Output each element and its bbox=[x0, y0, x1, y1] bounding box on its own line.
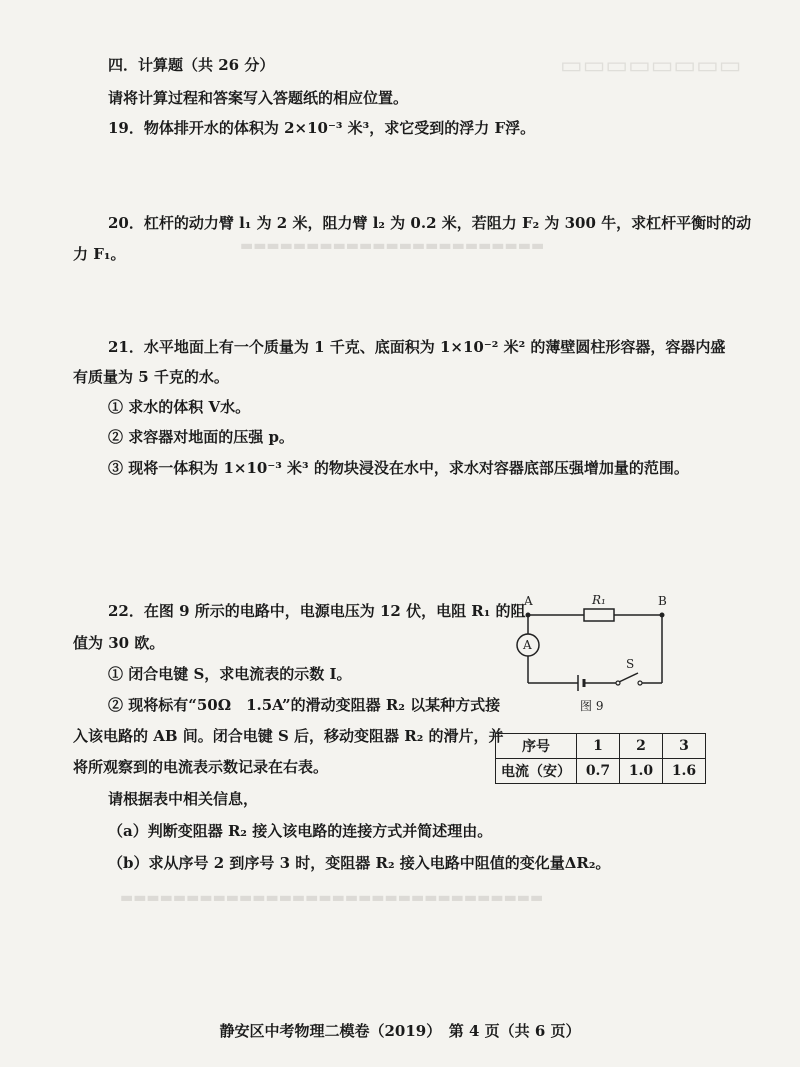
bleed-through-lines: ▬▬▬▬▬▬▬▬▬▬▬▬▬▬▬▬▬▬▬▬▬▬▬ bbox=[240, 238, 545, 254]
table-cell: 1.0 bbox=[620, 759, 663, 784]
page-footer: 静安区中考物理二模卷（2019） 第 4 页（共 6 页） bbox=[219, 1022, 581, 1040]
question-20-line2: 力 F₁。 bbox=[73, 245, 126, 263]
label-node-b: B bbox=[658, 594, 667, 608]
switch-s bbox=[619, 673, 638, 682]
table-cell: 1 bbox=[577, 734, 620, 759]
question-20-line1: 20．杠杆的动力臂 l₁ 为 2 米，阻力臂 l₂ 为 0.2 米，若阻力 F₂ 为 300 牛，求杠杆平衡时的动 bbox=[108, 214, 752, 232]
question-22-line1: 22．在图 9 所示的电路中，电源电压为 12 伏，电阻 R₁ 的阻 bbox=[108, 602, 526, 620]
table-cell: 1.6 bbox=[663, 759, 706, 784]
label-ammeter: A bbox=[523, 638, 532, 652]
question-22-prompt: 请根据表中相关信息， bbox=[108, 790, 259, 808]
table-header-serial: 序号 bbox=[496, 734, 577, 759]
circuit-diagram bbox=[512, 588, 712, 718]
question-21-line2: 有质量为 5 千克的水。 bbox=[73, 368, 229, 386]
section-title: 四．计算题（共 26 分） bbox=[108, 56, 275, 74]
table-row bbox=[496, 734, 706, 759]
question-22-item2a: ② 现将标有“50Ω 1.5A”的滑动变阻器 R₂ 以某种方式接 bbox=[108, 696, 501, 714]
table-cell: 2 bbox=[620, 734, 663, 759]
figure-caption: 图 9 bbox=[580, 699, 604, 713]
question-22-sub-b: （b）求从序号 2 到序号 3 时，变阻器 R₂ 接入电路中阻值的变化量ΔR₂。 bbox=[108, 854, 611, 872]
table-cell: 0.7 bbox=[577, 759, 620, 784]
label-r1: R₁ bbox=[592, 593, 606, 607]
question-21-item2: ② 求容器对地面的压强 p。 bbox=[108, 428, 294, 446]
resistor-r1 bbox=[584, 609, 614, 621]
question-22-item1: ① 闭合电键 S，求电流表的示数 I。 bbox=[108, 665, 352, 683]
table-cell: 3 bbox=[663, 734, 706, 759]
question-22-item2b: 入该电路的 AB 间。闭合电键 S 后，移动变阻器 R₂ 的滑片，并 bbox=[73, 727, 504, 745]
table-header-current: 电流（安） bbox=[496, 759, 577, 784]
question-21-item1: ① 求水的体积 V水。 bbox=[108, 398, 251, 416]
question-22-item2c: 将所观察到的电流表示数记录在右表。 bbox=[73, 758, 329, 776]
question-21-item3: ③ 现将一体积为 1×10⁻³ 米³ 的物块浸没在水中，求水对容器底部压强增加量的范围。 bbox=[108, 459, 689, 477]
label-switch: S bbox=[626, 657, 635, 671]
question-22-sub-a: （a）判断变阻器 R₂ 接入该电路的连接方式并简述理由。 bbox=[108, 822, 493, 840]
current-table bbox=[495, 733, 706, 784]
label-node-a: A bbox=[524, 594, 533, 608]
question-22-line2: 值为 30 欧。 bbox=[73, 634, 165, 652]
bleed-through-lines: ▬▬▬▬▬▬▬▬▬▬▬▬▬▬▬▬▬▬▬▬▬▬▬▬▬▬▬▬▬▬▬▬ bbox=[120, 890, 544, 906]
section-instruction: 请将计算过程和答案写入答题纸的相应位置。 bbox=[108, 89, 409, 107]
question-19: 19．物体排开水的体积为 2×10⁻³ 米³，求它受到的浮力 F浮。 bbox=[108, 119, 536, 137]
table-row bbox=[496, 759, 706, 784]
question-21-line1: 21．水平地面上有一个质量为 1 千克、底面积为 1×10⁻² 米² 的薄壁圆柱形容器，容器内盛 bbox=[108, 338, 726, 356]
bleed-through-header: ▭▭▭▭▭▭▭▭ bbox=[560, 50, 742, 79]
